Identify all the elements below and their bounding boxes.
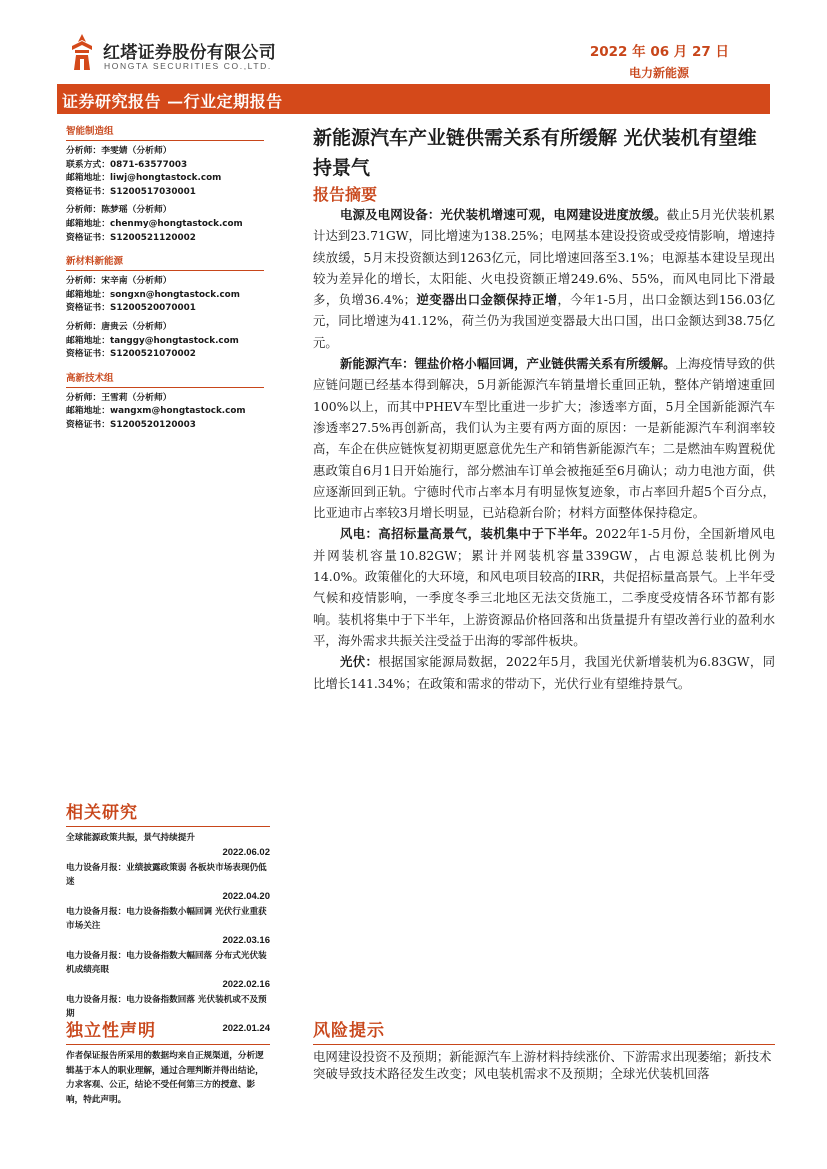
- report-body: [313, 204, 775, 694]
- analyst-cert: 资格证书：S1200521120002: [66, 232, 196, 243]
- analyst-name: 分析师：王雪莉（分析师）: [66, 392, 172, 403]
- analyst-group-title: 智能制造组: [66, 120, 264, 141]
- paragraph-lead: 光伏：: [340, 654, 379, 670]
- analyst-card: [66, 321, 264, 362]
- related-item-title: 电力设备月报：电力设备指数大幅回落 分布式光伏装机成绩亮眼: [66, 951, 267, 975]
- analyst-email: 邮箱地址：tanggy@hongtastock.com: [66, 335, 239, 346]
- paragraph-text: ，今年1-5月，出口金额达到156.03亿元，同比增速为41.12%，荷兰仍为我国逆变器最大出口国，出口金额达到38.75亿元。: [313, 292, 775, 350]
- analyst-cert: 资格证书：S1200520070001: [66, 303, 196, 314]
- analyst-email: 邮箱地址：liwj@hongtastock.com: [66, 173, 222, 184]
- company-name-en: HONGTA SECURITIES CO.,LTD.: [104, 61, 272, 71]
- analyst-name: 分析师：陈梦瑶（分析师）: [66, 205, 172, 216]
- related-research-title: 相关研究: [66, 798, 270, 827]
- related-item-date: 2022.03.16: [222, 935, 270, 946]
- related-item-date: 2022.02.16: [222, 979, 270, 990]
- analyst-cert: 资格证书：S1200521070002: [66, 349, 196, 360]
- risk-section: [313, 1016, 775, 1082]
- paragraph-text: 上海疫情导致的供应链问题已经基本得到解决，5月新能源汽车销量增长重回正轨，整体产销增速重回100%以上，而其中PHEV车型比重进一步扩大；渗透率方面，5月全国新能源汽车渗透率27.5%再创新高，我们认为主要有两方面的原因：一是新能源汽车利润率较高，车企在供应链恢复初期更愿意优先生产和销售新能源汽车；二是燃油车购置税优惠政策自6月1日开始施行，部分燃油车订单会被拖延至6月确认；动力电池方面，供应逐渐回到正轨。宁德时代市占率本月有明显恢复迹象，市占率回升超5个百分点，比亚迪市占率较3月增长明显，已站稳新台阶；材料方面整体保持稳定。: [313, 356, 776, 521]
- paragraph-lead: 电源及电网设备：光伏装机增速可观，电网建设进度放缓。: [340, 207, 667, 222]
- analyst-name: 分析师：李雯婧（分析师）: [66, 146, 172, 156]
- related-item-date: 2022.06.02: [222, 847, 270, 858]
- abstract-heading: 报告摘要: [313, 185, 378, 204]
- independence-text: 作者保证报告所采用的数据均来自正规渠道，分析逻辑基于本人的职业理解，通过合理判断并得出结论，力求客观、公正，结论不受任何第三方的授意、影响，特此声明。: [66, 1051, 264, 1105]
- report-type-label: 证券研究报告 —行业定期报告: [62, 92, 283, 111]
- analyst-cert: 资格证书：S1200517030001: [66, 186, 196, 197]
- independence-title: 独立性声明: [66, 1016, 270, 1045]
- analyst-card: [66, 275, 264, 316]
- company-logo-icon: [66, 32, 98, 72]
- list-item[interactable]: [66, 861, 270, 905]
- related-item-title: 电力设备月报：电力设备指数小幅回调 光伏行业重获市场关注: [66, 907, 267, 931]
- report-date: 2022 年 06 月 27 日: [589, 44, 729, 60]
- paragraph-power-grid: [313, 204, 775, 353]
- related-item-date: 2022.01.24: [222, 1023, 270, 1034]
- analyst-group-title: 新材料新能源: [66, 250, 264, 271]
- list-item[interactable]: [66, 905, 270, 949]
- analyst-email: 邮箱地址：chenmy@hongtastock.com: [66, 218, 243, 229]
- company-name-cn: 红塔证券股份有限公司: [103, 43, 276, 63]
- related-item-date: 2022.04.20: [222, 891, 270, 902]
- paragraph-lead: 风电：高招标量高景气，装机集中于下半年。: [340, 526, 596, 542]
- independence-statement: [66, 1016, 270, 1107]
- analyst-name: 分析师：宋辛南（分析师）: [66, 276, 172, 287]
- related-research: [66, 798, 270, 1037]
- analyst-sidebar: [66, 120, 264, 438]
- risk-text: 电网建设投资不及预期；新能源汽车上游材料持续涨价、下游需求出现萎缩；新技术突破导致技术路径发生改变；风电装机需求不及预期；全球光伏装机回落: [313, 1049, 772, 1081]
- list-item[interactable]: [66, 831, 270, 861]
- paragraph-pv: [313, 651, 775, 694]
- analyst-card: [66, 392, 264, 433]
- risk-title: 风险提示: [313, 1016, 775, 1045]
- list-item[interactable]: [66, 949, 270, 993]
- analyst-card: [66, 145, 264, 199]
- paragraph-lead: 逆变器出口金额保持正增: [416, 292, 558, 308]
- analyst-email: 邮箱地址：wangxm@hongtastock.com: [66, 406, 246, 417]
- paragraph-wind: [313, 523, 775, 651]
- paragraph-text: 2022年1-5月份，全国新增风电并网装机容量10.82GW；累计并网装机容量339GW，占电源总装机比例为14.0%。政策催化的大环境，和风电项目较高的IRR，共促招标量高景气。上半年受气候和疫情影响，一季度冬季三北地区无法交货施工，二季度受疫情各环节都有影响。装机将集中于下半年，上游资源品价格回落和出货量提升有望改善行业的盈利水平，海外需求共振关注受益于出海的零部件板块。: [313, 526, 775, 648]
- related-item-title: 电力设备月报：电力设备指数回落 光伏装机或不及预期: [66, 995, 267, 1019]
- paragraph-nev: [313, 353, 775, 523]
- analyst-card: [66, 204, 264, 245]
- related-item-title: 电力设备月报：业绩披露政策弱 各板块市场表现仍低迷: [66, 863, 267, 887]
- report-title: 新能源汽车产业链供需关系有所缓解 光伏装机有望维持景气: [313, 127, 757, 179]
- related-item-title: 全球能源政策共振，景气持续提升: [66, 833, 195, 843]
- analyst-contact: 联系方式：0871-63577003: [66, 159, 188, 170]
- paragraph-text: 截止5月光伏装机累计达到23.71GW，同比增速为138.25%；电网基本建设投资或受疫情影响，增速持续放缓，5月末投资额达到1263亿元，同比增速回落至3.1%；电源基本建设呈现出较为差异化的增长，太阳能、火电投资额正增249.6%、55%，而风电同比下滑最多，负增36.4%；: [313, 207, 776, 308]
- analyst-group-title: 高新技术组: [66, 367, 264, 388]
- paragraph-text: 根据国家能源局数据，2022年5月，我国光伏新增装机为6.83GW，同比增长141.34%；在政策和需求的带动下，光伏行业有望维持景气。: [313, 654, 776, 691]
- analyst-name: 分析师：唐贵云（分析师）: [66, 321, 172, 332]
- analyst-email: 邮箱地址：songxn@hongtastock.com: [66, 289, 240, 300]
- analyst-cert: 资格证书：S1200520120003: [66, 419, 196, 430]
- report-sector: 电力新能源: [628, 66, 689, 80]
- paragraph-lead: 新能源汽车：锂盐价格小幅回调，产业链供需关系有所缓解。: [340, 356, 676, 372]
